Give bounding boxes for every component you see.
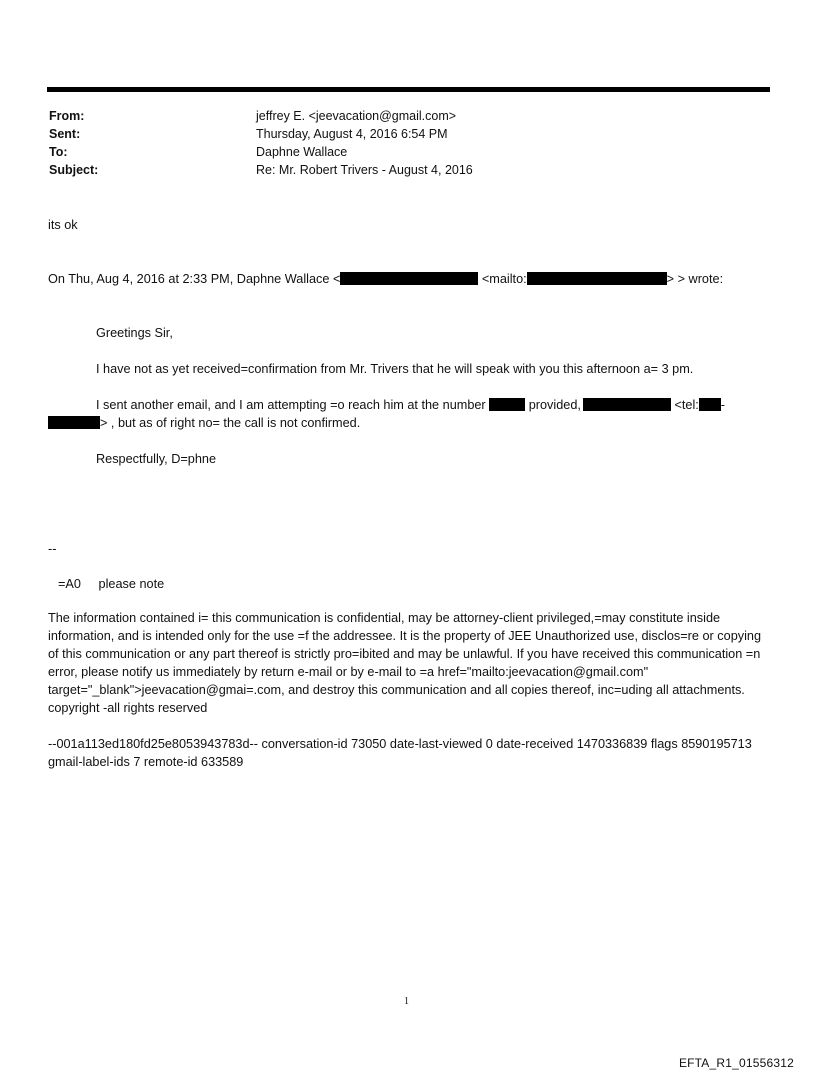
redaction-block xyxy=(583,398,671,411)
signature-dashes: -- xyxy=(48,542,57,556)
paragraph-2-part-5: > , but as of right no= the call is not confirmed. xyxy=(100,416,361,430)
quote-intro-part-3: > > wrote: xyxy=(666,272,724,286)
from-label: From: xyxy=(49,109,85,123)
paragraph-2-line-1 xyxy=(96,396,725,414)
confidentiality-disclaimer: The information contained i= this communication is confidential, may be attorney-client privileged,=may constitute inside information, and is intended only for the use =f the addressee. It is the property of JEE Unauthorized use, disclos=re or copying of this communication or any part thereof is strictly pro=ibited and may be unlawful. If you have received this communication =n error, please notify us immediately by return e-mail or by e-mail to =a href="mailto:jeevacation@gmail.com" target="_blank">jeevacation@gmai=.com, and destroy this communication and all copies thereof, inc=uding all attachments. copyright -all rights reserved xyxy=(48,611,762,715)
paragraph-2-line-2 xyxy=(48,414,360,432)
redaction-block xyxy=(340,272,478,285)
paragraph-2-part-2: provided, xyxy=(528,398,581,412)
greeting: Greetings Sir, xyxy=(96,326,173,340)
document-id: EFTA_R1_01556312 xyxy=(678,1056,794,1070)
redaction-block xyxy=(489,398,525,411)
paragraph-1: I have not as yet received=confirmation from Mr. Trivers that he will speak with you this afternoon a= 3 pm. xyxy=(96,362,694,376)
quote-intro-part-2: <mailto: xyxy=(481,272,527,286)
reply-text: its ok xyxy=(48,218,78,232)
to-value: Daphne Wallace xyxy=(256,145,348,159)
redaction-block xyxy=(527,272,667,285)
from-value: jeffrey E. <jeevacation@gmail.com> xyxy=(256,109,457,123)
message-metadata: --001a113ed180fd25e8053943783d-- conversation-id 73050 date-last-viewed 0 date-received 1470336839 flags 8590195713 gmail-label-ids 7 remote-id 633589 xyxy=(48,737,752,769)
paragraph-2-part-4: - xyxy=(720,398,726,412)
to-label: To: xyxy=(49,145,68,159)
page-number: 1 xyxy=(404,996,409,1007)
subject-value: Re: Mr. Robert Trivers - August 4, 2016 xyxy=(256,163,473,177)
signoff: Respectfully, D=phne xyxy=(96,452,217,466)
header-divider xyxy=(47,87,770,92)
sent-value: Thursday, August 4, 2016 6:54 PM xyxy=(256,127,448,141)
redaction-block xyxy=(699,398,721,411)
subject-label: Subject: xyxy=(49,163,99,177)
paragraph-2-part-3: <tel: xyxy=(674,398,699,412)
quote-intro-part-1: On Thu, Aug 4, 2016 at 2:33 PM, Daphne Wallace < xyxy=(48,272,341,286)
redaction-block xyxy=(48,416,100,429)
please-note: =A0 please note xyxy=(58,577,165,591)
quote-intro xyxy=(48,270,723,288)
sent-label: Sent: xyxy=(49,127,81,141)
paragraph-2-part-1: I sent another email, and I am attempting =o reach him at the number xyxy=(96,398,486,412)
